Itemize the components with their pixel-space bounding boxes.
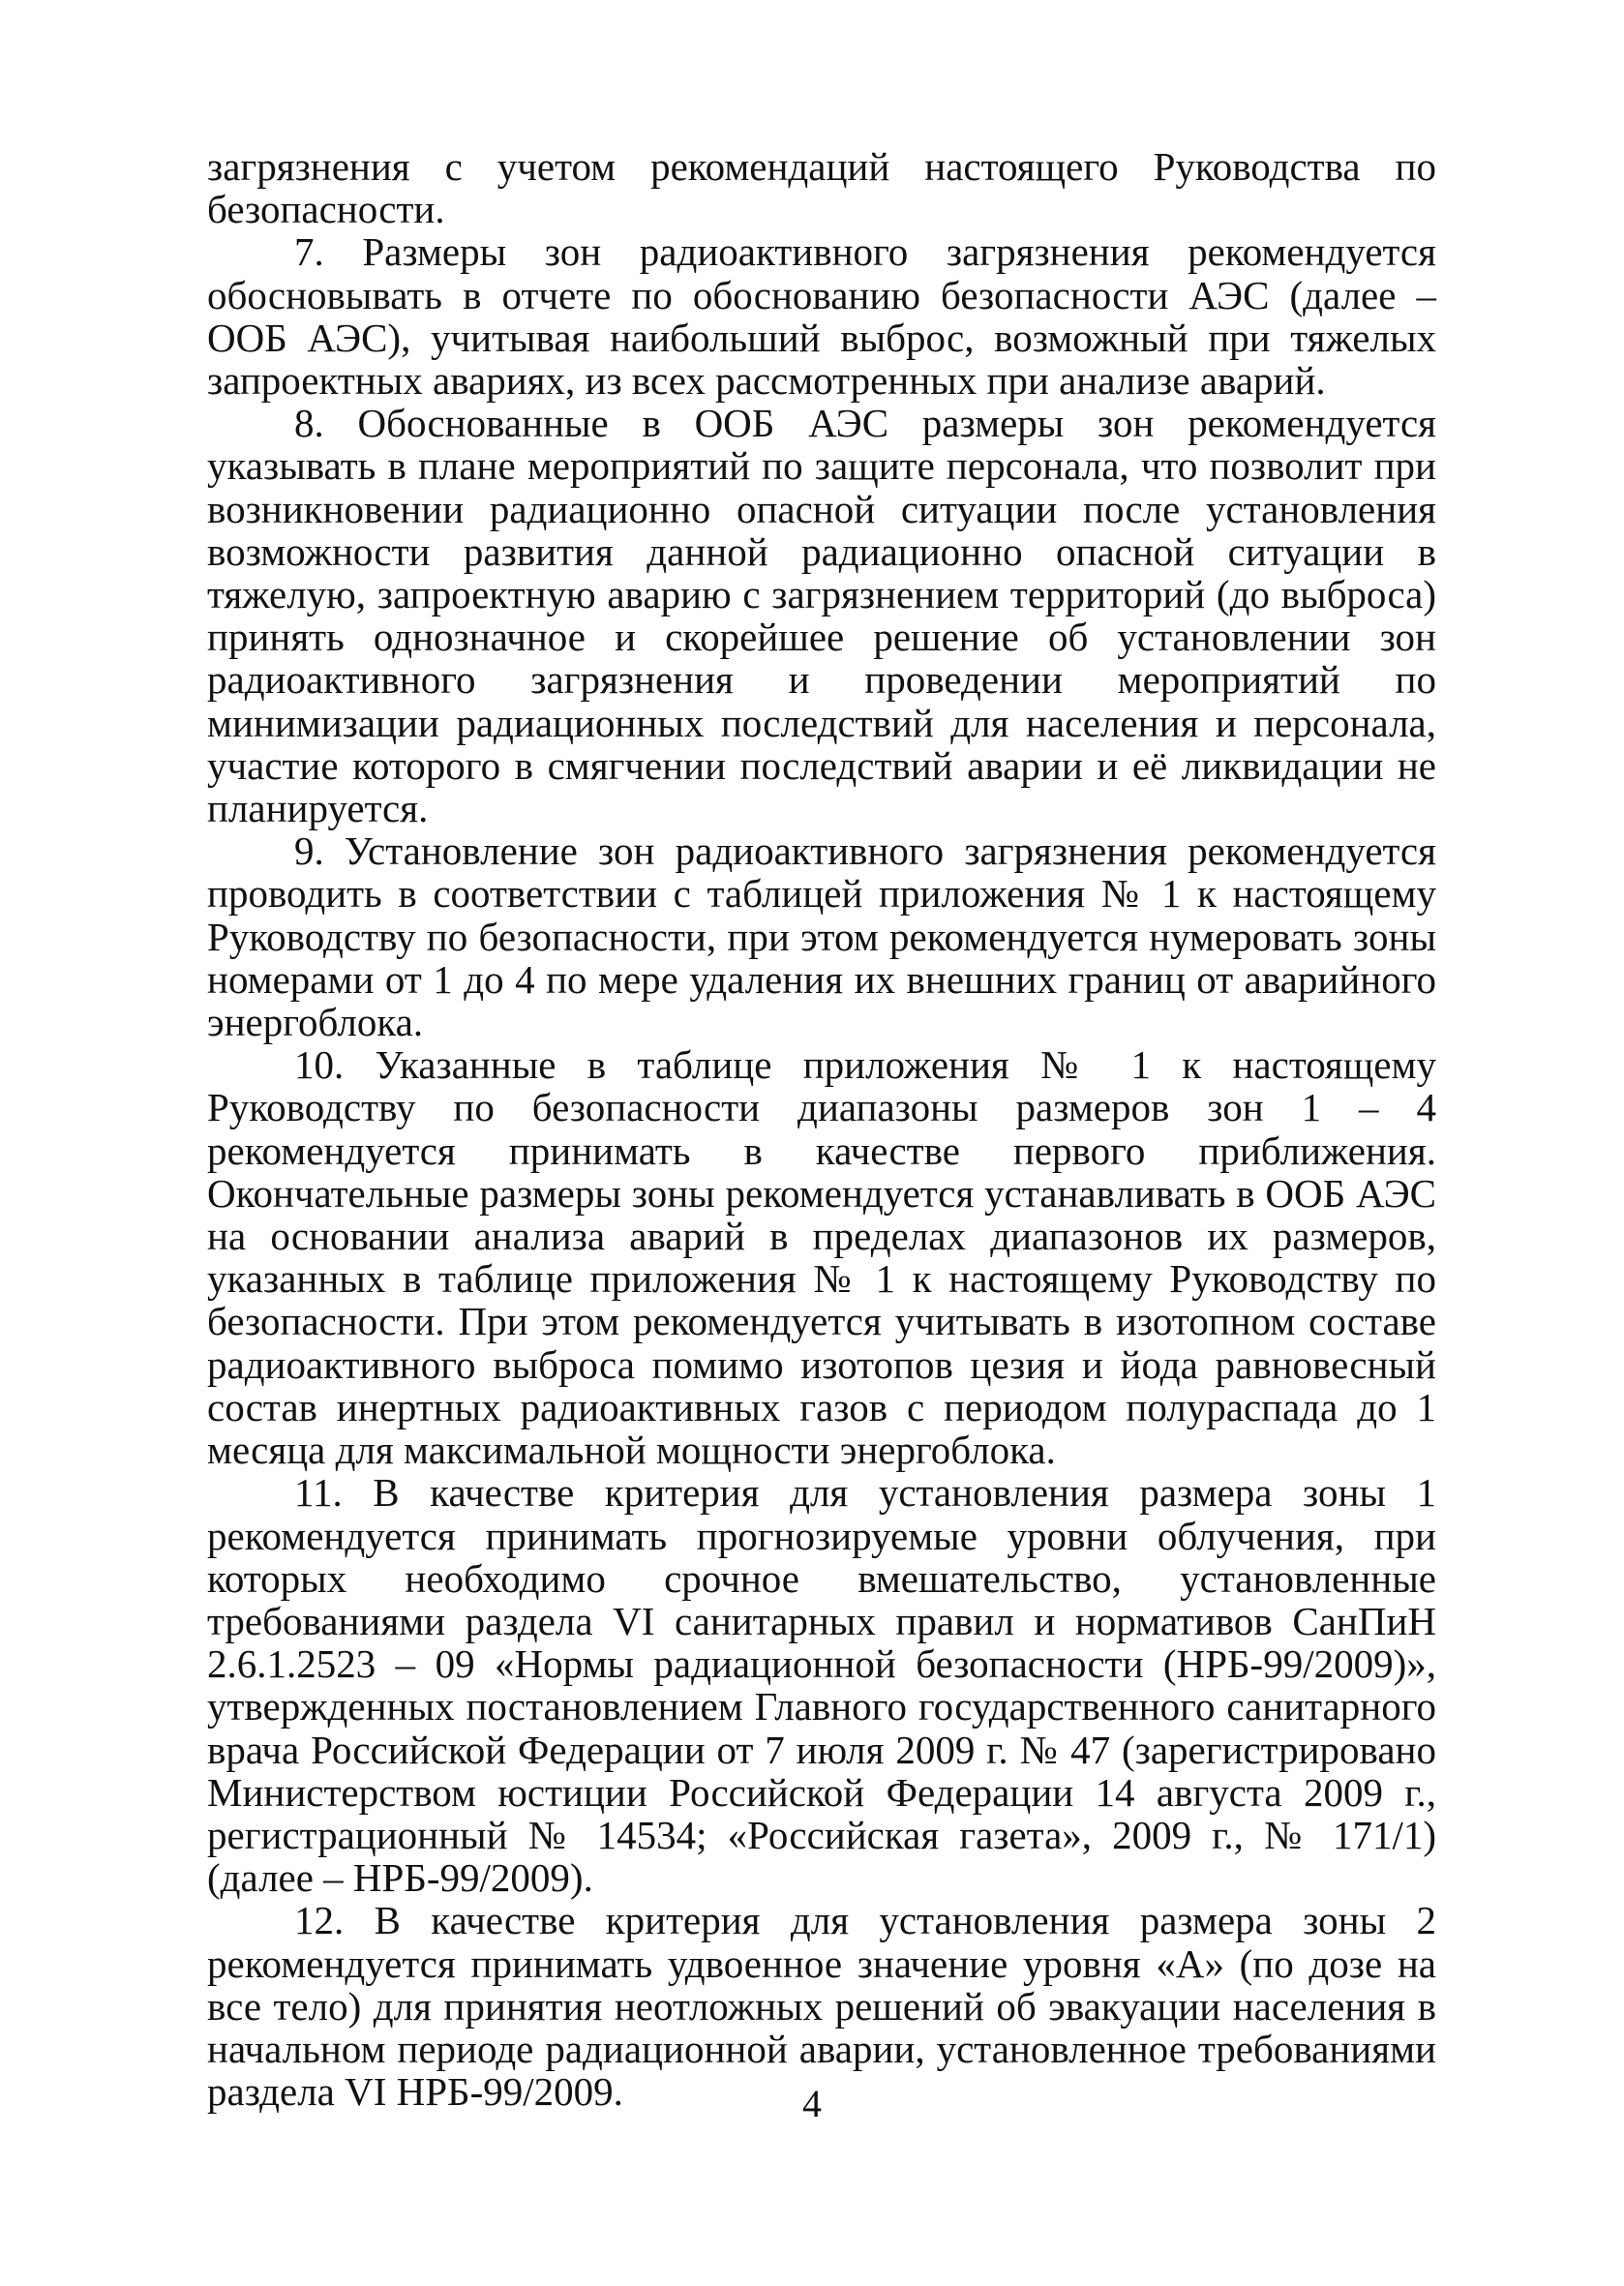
paragraph-11: 11. В качестве критерия для установления размера зоны 1 рекомендуется принимать прогнозируемые уровни облучения, при которых необходимо срочное вмешательство, установленные требованиями раздела VI санитарных правил и нормативов СанПиН 2.6.1.2523 – 09 «Нормы радиационной безопасности (НРБ-99/2009)», утвержденных постановлением Главного государственного санитарного врача Российской Федерации от 7 июля 2009 г. № 47 (зарегистрировано Министерством юстиции Российской Федерации 14 августа 2009 г., регистрационный № 14534; «Российская газета», 2009 г., № 171/1) (далее – НРБ-99/2009). (207, 1470, 1436, 1901)
document-body (207, 145, 1436, 2113)
paragraph-10: 10. Указанные в таблице приложения № 1 к настоящему Руководству по безопасности диапазоны размеров зон 1 – 4 рекомендуется принимать в качестве первого приближения. Окончательные размеры зоны рекомендуется устанавливать в ООБ АЭС на основании анализа аварий в пределах диапазонов их размеров, указанных в таблице приложения № 1 к настоящему Руководству по безопасности. При этом рекомендуется учитывать в изотопном составе радиоактивного выброса помимо изотопов цезия и йода равновесный состав инертных радиоактивных газов с периодом полураспада до 1 месяца для максимальной мощности энергоблока. (207, 1042, 1436, 1473)
paragraph-continuation: загрязнения с учетом рекомендаций настоящего Руководства по безопасности. (207, 144, 1436, 232)
paragraph-12: 12. В качестве критерия для установления размера зоны 2 рекомендуется принимать удвоенное значение уровня «А» (по дозе на все тело) для принятия неотложных решений об эвакуации населения в начальном периоде радиационной аварии, установленное требованиями раздела VI НРБ-99/2009. (207, 1898, 1436, 2115)
paragraph-9: 9. Установление зон радиоактивного загрязнения рекомендуется проводить в соответствии с таблицей приложения № 1 к настоящему Руководству по безопасности, при этом рекомендуется нумеровать зоны номерами от 1 до 4 по мере удаления их внешних границ от аварийного энергоблока. (207, 828, 1436, 1045)
paragraph-7: 7. Размеры зон радиоактивного загрязнения рекомендуется обосновывать в отчете по обоснованию безопасности АЭС (далее – ООБ АЭС), учитывая наибольший выброс, возможный при тяжелых запроектных авариях, из всех рассмотренных при анализе аварий. (207, 229, 1436, 404)
page-number: 4 (802, 2082, 822, 2125)
paragraph-8: 8. Обоснованные в ООБ АЭС размеры зон рекомендуется указывать в плане мероприятий по защите персонала, что позволит при возникновении радиационно опасной ситуации после установления возможности развития данной радиационно опасной ситуации в тяжелую, запроектную аварию с загрязнением территорий (до выброса) принять однозначное и скорейшее решение об установлении зон радиоактивного загрязнения и проведении мероприятий по минимизации радиационных последствий для населения и персонала, участие которого в смягчении последствий аварии и её ликвидации не планируется. (207, 401, 1436, 831)
